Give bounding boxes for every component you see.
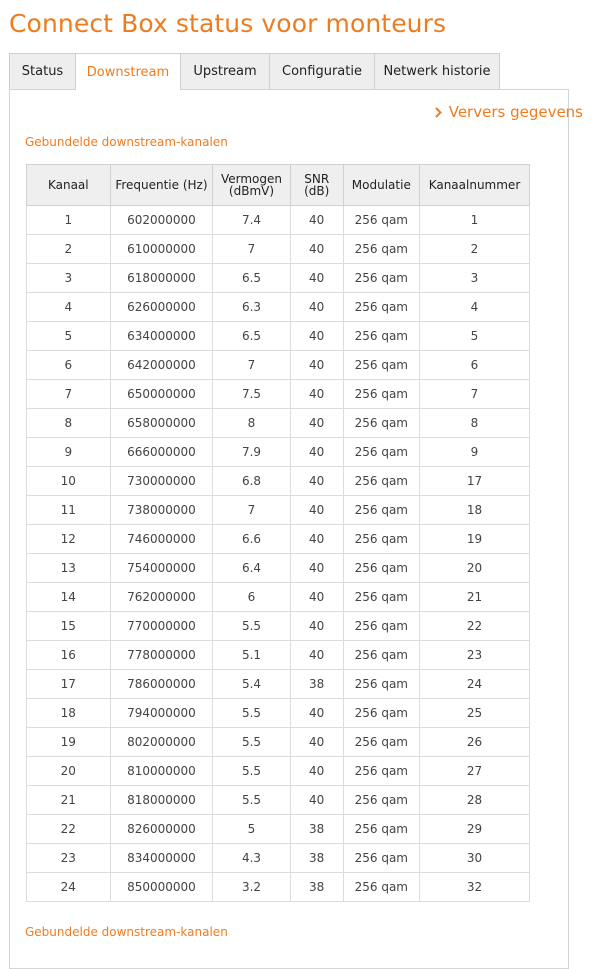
cell-modulatie: 256 qam (343, 554, 419, 583)
cell-kanaal: 17 (27, 670, 111, 699)
cell-modulatie: 256 qam (343, 757, 419, 786)
cell-modulatie: 256 qam (343, 235, 419, 264)
cell-modulatie: 256 qam (343, 699, 419, 728)
cell-modulatie: 256 qam (343, 467, 419, 496)
cell-snr: 40 (290, 583, 343, 612)
cell-frequentie: 658000000 (110, 409, 213, 438)
table-row (27, 496, 530, 525)
cell-vermogen: 4.3 (213, 844, 290, 873)
cell-snr: 40 (290, 728, 343, 757)
cell-snr: 40 (290, 699, 343, 728)
cell-kanaalnummer: 24 (419, 670, 529, 699)
section-title-bonded-channels: Gebundelde downstream-kanalen (25, 135, 228, 149)
header-col-modulatie: Modulatie (343, 165, 419, 206)
cell-frequentie: 810000000 (110, 757, 213, 786)
cell-kanaalnummer: 23 (419, 641, 529, 670)
cell-frequentie: 666000000 (110, 438, 213, 467)
section-title-bonded-channels-2: Gebundelde downstream-kanalen (25, 925, 228, 939)
cell-snr: 38 (290, 815, 343, 844)
cell-frequentie: 778000000 (110, 641, 213, 670)
cell-kanaal: 19 (27, 728, 111, 757)
header-col-kanaal: Kanaal (27, 165, 111, 206)
table-row (27, 699, 530, 728)
cell-modulatie: 256 qam (343, 264, 419, 293)
cell-vermogen: 7 (213, 235, 290, 264)
cell-kanaalnummer: 25 (419, 699, 529, 728)
cell-vermogen: 7 (213, 351, 290, 380)
cell-kanaal: 9 (27, 438, 111, 467)
cell-modulatie: 256 qam (343, 496, 419, 525)
cell-kanaalnummer: 20 (419, 554, 529, 583)
downstream-channel-table (26, 164, 530, 902)
cell-kanaal: 20 (27, 757, 111, 786)
cell-kanaal: 7 (27, 380, 111, 409)
cell-snr: 40 (290, 786, 343, 815)
cell-snr: 40 (290, 264, 343, 293)
cell-vermogen: 6.4 (213, 554, 290, 583)
tab-status[interactable]: Status (9, 53, 76, 89)
cell-kanaalnummer: 18 (419, 496, 529, 525)
cell-kanaalnummer: 6 (419, 351, 529, 380)
cell-kanaal: 24 (27, 873, 111, 902)
tab-downstream[interactable]: Downstream (75, 53, 181, 90)
header-col-vermogen: Vermogen (dBmV) (213, 165, 290, 206)
cell-frequentie: 802000000 (110, 728, 213, 757)
tab-bar (9, 53, 499, 90)
cell-vermogen: 6.5 (213, 322, 290, 351)
cell-snr: 40 (290, 525, 343, 554)
cell-vermogen: 5.5 (213, 728, 290, 757)
cell-modulatie: 256 qam (343, 583, 419, 612)
table-row (27, 322, 530, 351)
cell-kanaal: 8 (27, 409, 111, 438)
cell-frequentie: 634000000 (110, 322, 213, 351)
tab-netwerk-historie[interactable]: Netwerk historie (374, 53, 500, 89)
cell-kanaalnummer: 5 (419, 322, 529, 351)
cell-frequentie: 746000000 (110, 525, 213, 554)
cell-kanaal: 18 (27, 699, 111, 728)
cell-kanaal: 16 (27, 641, 111, 670)
cell-kanaal: 13 (27, 554, 111, 583)
cell-snr: 40 (290, 757, 343, 786)
cell-kanaal: 1 (27, 206, 111, 235)
cell-vermogen: 7.4 (213, 206, 290, 235)
cell-kanaalnummer: 32 (419, 873, 529, 902)
cell-modulatie: 256 qam (343, 293, 419, 322)
cell-vermogen: 5.5 (213, 699, 290, 728)
refresh-link[interactable] (435, 103, 583, 121)
cell-kanaalnummer: 28 (419, 786, 529, 815)
cell-snr: 40 (290, 612, 343, 641)
cell-vermogen: 7.9 (213, 438, 290, 467)
cell-kanaal: 2 (27, 235, 111, 264)
cell-modulatie: 256 qam (343, 322, 419, 351)
cell-kanaal: 3 (27, 264, 111, 293)
table-row (27, 583, 530, 612)
cell-frequentie: 826000000 (110, 815, 213, 844)
cell-snr: 38 (290, 670, 343, 699)
cell-modulatie: 256 qam (343, 815, 419, 844)
cell-kanaal: 23 (27, 844, 111, 873)
cell-snr: 40 (290, 322, 343, 351)
tab-configuratie[interactable]: Configuratie (269, 53, 375, 89)
cell-kanaalnummer: 8 (419, 409, 529, 438)
table-row (27, 380, 530, 409)
cell-modulatie: 256 qam (343, 380, 419, 409)
cell-vermogen: 5.5 (213, 757, 290, 786)
table-row (27, 728, 530, 757)
cell-frequentie: 618000000 (110, 264, 213, 293)
cell-kanaal: 5 (27, 322, 111, 351)
table-row (27, 438, 530, 467)
cell-kanaalnummer: 1 (419, 206, 529, 235)
tab-upstream[interactable]: Upstream (180, 53, 270, 89)
cell-vermogen: 3.2 (213, 873, 290, 902)
cell-frequentie: 602000000 (110, 206, 213, 235)
cell-snr: 40 (290, 641, 343, 670)
cell-kanaal: 10 (27, 467, 111, 496)
cell-modulatie: 256 qam (343, 525, 419, 554)
cell-kanaal: 22 (27, 815, 111, 844)
cell-kanaalnummer: 22 (419, 612, 529, 641)
cell-kanaalnummer: 7 (419, 380, 529, 409)
cell-kanaalnummer: 4 (419, 293, 529, 322)
cell-snr: 40 (290, 438, 343, 467)
page-title: Connect Box status voor monteurs (9, 9, 447, 38)
cell-kanaalnummer: 2 (419, 235, 529, 264)
cell-snr: 38 (290, 873, 343, 902)
cell-kanaalnummer: 3 (419, 264, 529, 293)
cell-snr: 40 (290, 409, 343, 438)
cell-modulatie: 256 qam (343, 612, 419, 641)
cell-vermogen: 7 (213, 496, 290, 525)
cell-frequentie: 762000000 (110, 583, 213, 612)
cell-modulatie: 256 qam (343, 351, 419, 380)
cell-vermogen: 5 (213, 815, 290, 844)
header-col-snr: SNR (dB) (290, 165, 343, 206)
header-col-frequentie: Frequentie (Hz) (110, 165, 213, 206)
cell-kanaalnummer: 26 (419, 728, 529, 757)
cell-frequentie: 642000000 (110, 351, 213, 380)
cell-modulatie: 256 qam (343, 641, 419, 670)
cell-frequentie: 650000000 (110, 380, 213, 409)
cell-snr: 40 (290, 206, 343, 235)
cell-modulatie: 256 qam (343, 409, 419, 438)
cell-vermogen: 5.1 (213, 641, 290, 670)
cell-kanaal: 6 (27, 351, 111, 380)
table-row (27, 670, 530, 699)
cell-frequentie: 818000000 (110, 786, 213, 815)
cell-snr: 40 (290, 496, 343, 525)
cell-snr: 38 (290, 844, 343, 873)
cell-vermogen: 5.5 (213, 786, 290, 815)
table-row (27, 844, 530, 873)
cell-vermogen: 6 (213, 583, 290, 612)
table-header-row (27, 165, 530, 206)
cell-vermogen: 8 (213, 409, 290, 438)
cell-kanaal: 4 (27, 293, 111, 322)
cell-modulatie: 256 qam (343, 786, 419, 815)
table-row (27, 235, 530, 264)
table-row (27, 351, 530, 380)
table-row (27, 264, 530, 293)
cell-snr: 40 (290, 467, 343, 496)
table-row (27, 293, 530, 322)
table-row (27, 612, 530, 641)
chevron-right-icon (435, 107, 442, 118)
cell-kanaalnummer: 21 (419, 583, 529, 612)
cell-kanaalnummer: 29 (419, 815, 529, 844)
cell-vermogen: 6.8 (213, 467, 290, 496)
table-row (27, 815, 530, 844)
table-row (27, 206, 530, 235)
table-row (27, 409, 530, 438)
cell-modulatie: 256 qam (343, 728, 419, 757)
cell-snr: 40 (290, 293, 343, 322)
cell-kanaalnummer: 27 (419, 757, 529, 786)
cell-modulatie: 256 qam (343, 873, 419, 902)
refresh-label: Ververs gegevens (448, 103, 583, 121)
cell-vermogen: 7.5 (213, 380, 290, 409)
table-row (27, 641, 530, 670)
cell-kanaal: 15 (27, 612, 111, 641)
cell-vermogen: 5.4 (213, 670, 290, 699)
cell-vermogen: 5.5 (213, 612, 290, 641)
table-row (27, 554, 530, 583)
cell-kanaal: 14 (27, 583, 111, 612)
cell-vermogen: 6.3 (213, 293, 290, 322)
cell-snr: 40 (290, 554, 343, 583)
cell-kanaalnummer: 19 (419, 525, 529, 554)
cell-modulatie: 256 qam (343, 206, 419, 235)
cell-kanaalnummer: 30 (419, 844, 529, 873)
table-row (27, 757, 530, 786)
cell-kanaalnummer: 9 (419, 438, 529, 467)
cell-vermogen: 6.6 (213, 525, 290, 554)
cell-snr: 40 (290, 351, 343, 380)
cell-vermogen: 6.5 (213, 264, 290, 293)
cell-frequentie: 738000000 (110, 496, 213, 525)
table-row (27, 873, 530, 902)
cell-frequentie: 730000000 (110, 467, 213, 496)
table-row (27, 525, 530, 554)
table-row (27, 786, 530, 815)
cell-kanaal: 11 (27, 496, 111, 525)
header-col-kanaalnummer: Kanaalnummer (419, 165, 529, 206)
cell-frequentie: 626000000 (110, 293, 213, 322)
cell-frequentie: 850000000 (110, 873, 213, 902)
cell-modulatie: 256 qam (343, 844, 419, 873)
cell-snr: 40 (290, 380, 343, 409)
cell-kanaal: 12 (27, 525, 111, 554)
cell-kanaalnummer: 17 (419, 467, 529, 496)
cell-frequentie: 754000000 (110, 554, 213, 583)
cell-modulatie: 256 qam (343, 670, 419, 699)
cell-frequentie: 786000000 (110, 670, 213, 699)
cell-frequentie: 770000000 (110, 612, 213, 641)
cell-snr: 40 (290, 235, 343, 264)
cell-frequentie: 834000000 (110, 844, 213, 873)
cell-frequentie: 610000000 (110, 235, 213, 264)
cell-frequentie: 794000000 (110, 699, 213, 728)
table-row (27, 467, 530, 496)
cell-modulatie: 256 qam (343, 438, 419, 467)
cell-kanaal: 21 (27, 786, 111, 815)
